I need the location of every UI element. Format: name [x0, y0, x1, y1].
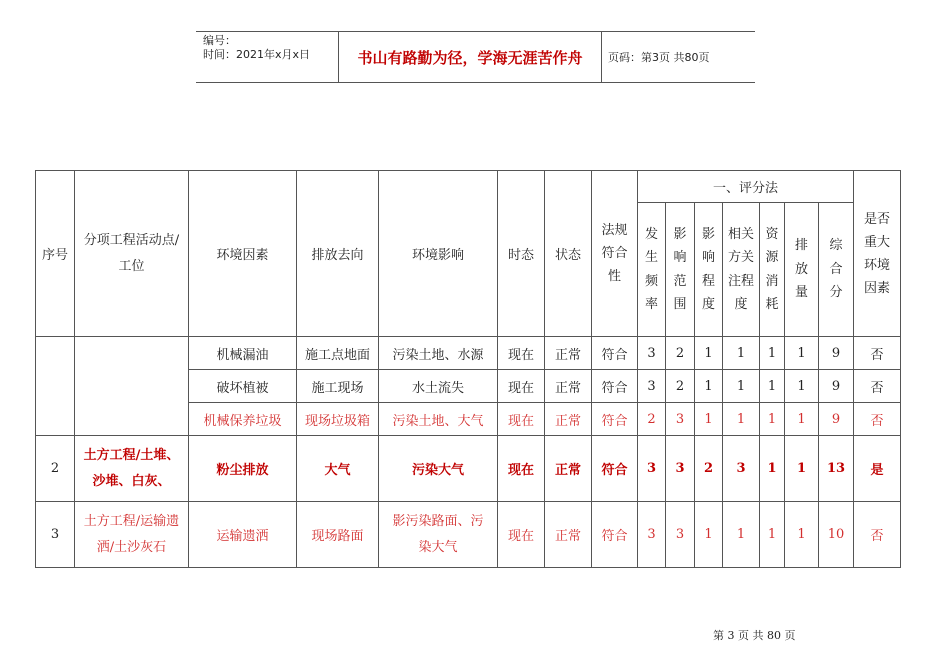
cell-direction: 施工现场: [297, 370, 379, 403]
cell-score: 3: [638, 502, 666, 568]
cell-score: 1: [723, 403, 760, 436]
cell-direction: 大气: [297, 436, 379, 502]
doc-number-label: 编号：: [203, 34, 236, 47]
head-tense: 时态: [498, 171, 545, 337]
cell-significant: 否: [854, 403, 901, 436]
cell-score: 1: [695, 403, 723, 436]
cell-factor: 运输遗洒: [189, 502, 297, 568]
cell-score: 3: [723, 436, 760, 502]
cell-seq: [36, 337, 75, 436]
cell-score: 3: [666, 502, 695, 568]
head-scoring-group: 一、评分法: [638, 171, 854, 203]
cell-compliance: 符合: [592, 337, 638, 370]
cell-compliance: 符合: [592, 370, 638, 403]
cell-activity: 土方工程/土堆、沙堆、白灰、: [75, 436, 189, 502]
cell-impact: 影污染路面、污染大气: [379, 502, 498, 568]
head-state: 状态: [545, 171, 592, 337]
cell-score: 2: [666, 370, 695, 403]
head-activity: 分项工程活动点/工位: [75, 171, 189, 337]
cell-compliance: 符合: [592, 403, 638, 436]
head-score-col: 综合分: [819, 203, 854, 337]
cell-score: 1: [723, 337, 760, 370]
cell-score: 9: [819, 370, 854, 403]
cell-significant: 否: [854, 502, 901, 568]
cell-tense: 现在: [498, 337, 545, 370]
head-compliance: 法规符合性: [592, 171, 638, 337]
cell-tense: 现在: [498, 502, 545, 568]
cell-state: 正常: [545, 370, 592, 403]
cell-factor: 破坏植被: [189, 370, 297, 403]
cell-factor: 机械保养垃圾: [189, 403, 297, 436]
header-page-label: 页码：第3页 共80页: [608, 51, 710, 64]
cell-tense: 现在: [498, 370, 545, 403]
cell-score: 3: [666, 403, 695, 436]
cell-score: 1: [760, 370, 785, 403]
cell-score: 3: [638, 337, 666, 370]
cell-score: 3: [638, 436, 666, 502]
cell-compliance: 符合: [592, 502, 638, 568]
cell-compliance: 符合: [592, 436, 638, 502]
cell-score: 10: [819, 502, 854, 568]
head-seq: 序号: [36, 171, 75, 337]
cell-score: 9: [819, 403, 854, 436]
cell-score: 2: [638, 403, 666, 436]
cell-tense: 现在: [498, 403, 545, 436]
cell-score: 3: [666, 436, 695, 502]
head-score-col: 影响范围: [666, 203, 695, 337]
cell-direction: 现场路面: [297, 502, 379, 568]
cell-seq: 2: [36, 436, 75, 502]
cell-direction: 施工点地面: [297, 337, 379, 370]
table-header-row: [36, 171, 901, 203]
head-significant: 是否重大环境因素: [854, 171, 901, 337]
head-direction: 排放去向: [297, 171, 379, 337]
head-impact: 环境影响: [379, 171, 498, 337]
cell-impact: 污染土地、水源: [379, 337, 498, 370]
cell-score: 13: [819, 436, 854, 502]
doc-time-label: 时间：2021年x月x日: [203, 48, 311, 61]
cell-score: 1: [785, 502, 819, 568]
cell-state: 正常: [545, 337, 592, 370]
cell-seq: 3: [36, 502, 75, 568]
cell-activity: 土方工程/运输遗洒/土沙灰石: [75, 502, 189, 568]
environment-factor-table: [35, 170, 901, 568]
head-score-col: 资源消耗: [760, 203, 785, 337]
cell-impact: 水土流失: [379, 370, 498, 403]
page-header: [196, 31, 755, 83]
cell-significant: 否: [854, 370, 901, 403]
head-factor: 环境因素: [189, 171, 297, 337]
cell-activity: [75, 337, 189, 436]
head-score-col: 排放量: [785, 203, 819, 337]
table-row: [36, 502, 901, 568]
cell-significant: 否: [854, 337, 901, 370]
cell-score: 1: [695, 502, 723, 568]
cell-score: 1: [760, 502, 785, 568]
cell-score: 1: [723, 370, 760, 403]
cell-impact: 污染土地、大气: [379, 403, 498, 436]
cell-score: 1: [723, 502, 760, 568]
table-row: [36, 436, 901, 502]
head-score-col: 影响程度: [695, 203, 723, 337]
cell-score: 2: [666, 337, 695, 370]
table-row: [36, 337, 901, 370]
cell-score: 1: [785, 370, 819, 403]
cell-score: 1: [785, 436, 819, 502]
cell-score: 1: [695, 337, 723, 370]
cell-score: 1: [695, 370, 723, 403]
cell-tense: 现在: [498, 436, 545, 502]
cell-score: 1: [785, 337, 819, 370]
cell-score: 1: [785, 403, 819, 436]
cell-score: 2: [695, 436, 723, 502]
cell-factor: 粉尘排放: [189, 436, 297, 502]
cell-state: 正常: [545, 403, 592, 436]
cell-impact: 污染大气: [379, 436, 498, 502]
cell-factor: 机械漏油: [189, 337, 297, 370]
header-motto: 书山有路勤为径，学海无涯苦作舟: [338, 32, 602, 82]
cell-state: 正常: [545, 502, 592, 568]
page-footer: 第 3 页 共 80 页: [713, 629, 796, 642]
cell-score: 1: [760, 436, 785, 502]
cell-score: 3: [638, 370, 666, 403]
cell-score: 1: [760, 337, 785, 370]
head-score-col: 相关方关注程度: [723, 203, 760, 337]
cell-significant: 是: [854, 436, 901, 502]
cell-score: 1: [760, 403, 785, 436]
cell-state: 正常: [545, 436, 592, 502]
cell-direction: 现场垃圾箱: [297, 403, 379, 436]
head-score-col: 发生频率: [638, 203, 666, 337]
header-meta: [196, 32, 338, 82]
cell-score: 9: [819, 337, 854, 370]
